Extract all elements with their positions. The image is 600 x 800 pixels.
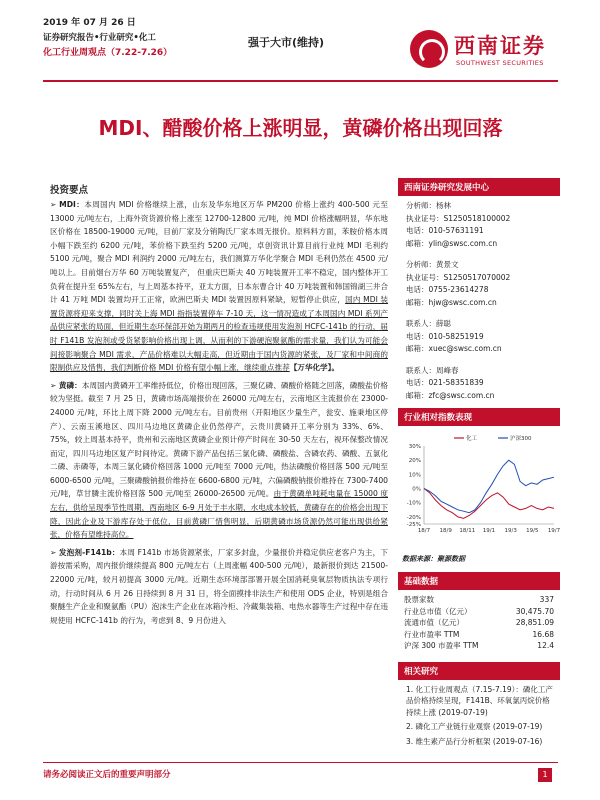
- legend-label: 化工: [466, 436, 478, 442]
- y-tick-label: -20%: [406, 514, 421, 521]
- paragraph-text: 本周 F141b 市场货源紧张，厂家多封盘，少量报价并稳定供应老客户为主，下游按需采购，周内报价继续提高 800 元/吨左右（上周涨幅 400-500 元/吨），最新报价到达 21500-22000 元/吨，较月初提高 3000 元/吨。近期生态环境部部署开展全国消耗臭氧层物质执法专项行动，行动时间从 6 月 26 日持续到 8 月 31 日，将全面摸排非法生产和使用 ODS 企业，特别是组合聚醚生产企业和聚氨酯（PU）泡沫生产企业在冰箱冷柜、冷藏集装箱、电热水器等生产过程中存在违规使用 HCFC-141b 的行为，考虑到 8、9 月份进入: [50, 547, 388, 625]
- basic-data-heading: 基础数据: [398, 572, 560, 590]
- y-tick-label: 0%: [412, 486, 421, 493]
- sidebar: [398, 178, 560, 750]
- analyst-list: [398, 196, 560, 402]
- analyst-reg: 执业证号：S1250517070002: [406, 272, 511, 282]
- table-row: 股票家数 337: [404, 595, 554, 604]
- analyst-name: 分析师：黄景文: [406, 260, 459, 269]
- paragraph-underlined: 由于黄磷单吨耗电量在 15000 度左右，供给呈现季节性周期，西南地区 6-9 月处于丰水期，水电成本较低，黄磷存在的价格会出现下降，因此企业及下游库存处于低位，目前黄磷厂惜售明显，后期黄磷市场货源仍然可能出现供给紧张，价格有望维持高位。: [50, 489, 388, 540]
- header-divider: [43, 80, 558, 82]
- header-meta: [43, 16, 243, 61]
- footer-divider: [43, 762, 558, 763]
- report-date: 2019 年 07 月 26 日: [43, 18, 136, 28]
- table-row: 行业市盈率 TTM 16.68: [404, 629, 554, 639]
- paragraph-phosphorus: [50, 379, 388, 542]
- contact-tel: 电话：021-58351839: [406, 378, 484, 387]
- legend-label: 沪深300: [510, 436, 532, 442]
- performance-chart: [398, 432, 560, 582]
- contact-mail[interactable]: 邮箱：xuec@swsc.com.cn: [406, 344, 502, 353]
- related-item[interactable]: 2. 磷化工产业链行业观察 (2019-07-19): [406, 722, 543, 731]
- logo-text-cn: 西南证券: [454, 33, 546, 58]
- analyst-mail[interactable]: 邮箱：ylin@swsc.com.cn: [406, 238, 498, 248]
- section-heading: 投资要点: [50, 185, 89, 196]
- paragraph-text: 本周国内 MDI 价格继续上涨，山东及华东地区万华 PM200 价格上涨约 400-500 元至 13000 元/吨左右，上海外资货源价格上涨至 12700-12800 元/吨，纯 MDI 价格涨幅明显，华东地区价格在 18500-19000 元/吨，目前厂家及分销陶氏厂家本周无报价。原料料方面，苯胺价格本周小幅下跌至约 6200 元/吨，苯价格下跌至约 5200 元/吨，卓创资讯计算目前行业纯 MDI 毛利约 5100 元/吨，聚合 MDI 利润约 2000 元/吨左右，我们测算万华化学聚合 MDI 毛利仍然在 4500 元/吨以上。目前烟台万华 60 万吨装置复产， 但重庆巴斯夫 40 万吨装置开工率不稳定，国内整体开工负荷在提升至 65%左右，与上周基本持平，亚太方面，日本东曹合计 40 万吨装置和韩国锦湖三井合计 41 万吨 MDI 装置均开工正常，欧洲巴斯夫 MDI 装置因原料紧缺，短暂停止供应，: [50, 200, 388, 305]
- team-heading: 西南证券研究发展中心: [398, 178, 560, 196]
- paragraph-label: 黄磷：: [58, 380, 82, 390]
- analyst-reg: 执业证号：S1250518100002: [406, 213, 511, 223]
- series-line-hs300: [424, 460, 554, 513]
- footer-disclaimer: 请务必阅读正文后的重要声明部分: [43, 770, 171, 780]
- rating-label: 强于大市(维持): [248, 36, 325, 49]
- contact-mail[interactable]: 邮箱：zfc@swsc.com.cn: [406, 390, 495, 400]
- x-tick-label: 18/11: [459, 528, 476, 534]
- chart-svg: [398, 432, 560, 552]
- bullet-icon: ➢: [50, 547, 59, 557]
- bullet-icon: ➢: [50, 380, 59, 390]
- paragraph-text: 本周国内黄磷开工率维持低位，价格出现回落，三聚亿磷、磷酸价格随之回落，磷酸盐价格较为坚挺。截至 7 月 25 日，黄磷市场高端报价在 26000 元/吨左右，云南地区主流报价在 23000-24000 元/吨，环比上周下降 2000 元/吨左右。目前贵州（开阳地区少量生产，瓮安、施秉地区停产）、云南玉溪地区、四川马边地区黄磷企业仍然停产，云贵川黄磷开工率分别为 33%、6%、75%，较上周基本持平，贵州和云南地区黄磷企业预计停产时间在 30-50 天左右，视环保整改情况而定，四川马边地区复产时间待定。黄磷下游产品包括三氯化磷、磷酸盐、含磷农药、磷酸、五氯化二磷、赤磷等，本周三氯化磷价格回落 1000 元/吨至 7000 元/吨，热法磷酸价格回落 500 元/吨至 6000-6500 元/吨，三聚磷酸钠报价维持在 6600-6800 元/吨，六偏磷酸钠报价维持在 7300-7400 元/吨，草甘膦主流价格回落 500 元/吨至 26000-26500 元/吨。: [50, 380, 388, 499]
- contact-name: 联系人：周峰春: [406, 365, 459, 375]
- related-list: [398, 680, 560, 748]
- x-tick-label: 19/5: [526, 528, 539, 534]
- page-number: 1: [538, 768, 552, 782]
- basic-data-table: [398, 594, 560, 652]
- paragraph-underlined: 国内 MDI 装置货源将迎来支撑，同时关上海 MDI 指指装置停车 7-10 天，这一情况造成了本周国内 MDI 系列产品供应紧张的局面，但近期生态环保部开始为期两月的检查违规使用发泡剂 HCFC-141b 的行动，届时 F141B 发泡剂或受货紧影响价格出现上调，从而利的下游硬泡聚氨酯的需求量，我们认为可能会间接影响聚合 MDI 需求，产品价格难以大幅走高，但近期由于国内货源的紧张，及厂家和中间商的限制供应及惜售，我们判断价格 MDI 价格有望小幅上涨，继续重点推荐: [50, 295, 389, 373]
- y-tick-label: -25%: [406, 522, 421, 528]
- y-tick-label: -10%: [406, 500, 421, 507]
- y-tick-label: 10%: [408, 472, 421, 479]
- x-tick-label: 19/7: [547, 528, 560, 534]
- related-heading: 相关研究: [398, 662, 560, 680]
- bullet-icon: ➢: [50, 200, 60, 209]
- body-text: [50, 198, 388, 631]
- paragraph-f141b: [50, 546, 388, 628]
- logo-text-en: SOUTHWEST SECURITIES: [456, 59, 544, 67]
- chart-source: 数据来源：聚源数据: [402, 555, 465, 563]
- y-tick-label: 20%: [408, 458, 421, 465]
- contact-tel: 电话：010-58251919: [406, 331, 484, 341]
- logo-mark-icon: [410, 30, 448, 68]
- x-tick-label: 19/3: [504, 528, 517, 534]
- related-item[interactable]: 3. 维生素产品行分析框架 (2019-07-16): [406, 736, 543, 746]
- report-column: 化工行业周观点（7.22-7.26）: [43, 48, 173, 58]
- analyst-tel: 电话：010-57631191: [406, 226, 484, 235]
- report-title: MDI、醋酸价格上涨明显，黄磷价格出现回落: [98, 116, 503, 140]
- x-tick-label: 19/1: [482, 528, 496, 534]
- analyst-mail[interactable]: 邮箱：hjw@swsc.com.cn: [406, 297, 497, 307]
- table-row: 流通市值（亿元） 28,851.09: [404, 618, 554, 627]
- table-row: 沪深 300 市盈率 TTM 12.4: [404, 641, 554, 650]
- analyst-tel: 电话：0755-23614278: [406, 285, 489, 294]
- paragraph-mdi: [50, 198, 388, 375]
- report-category: 证券研究报告•行业研究•化工: [43, 33, 156, 43]
- paragraph-label: MDI：: [59, 200, 85, 209]
- y-tick-label: 30%: [408, 444, 421, 450]
- x-tick-label: 18/9: [439, 528, 452, 534]
- x-tick-label: 18/7: [417, 528, 431, 534]
- table-row: 行业总市值（亿元） 30,475.70: [404, 606, 554, 616]
- paragraph-end: 【万华化学】。: [289, 363, 340, 373]
- company-logo: [410, 26, 560, 74]
- series-line-chemical: [424, 489, 554, 519]
- performance-heading: 行业相对指数表现: [398, 408, 560, 426]
- related-item[interactable]: 1. 化工行业周观点（7.15-7.19）：磷化工产品价格持续呈现，F141B、环氧氯丙烷价格持续上涨 (2019-07-19): [406, 684, 553, 717]
- contact-name: 联系人：薛聪: [406, 319, 451, 328]
- paragraph-label: 发泡剂-F141b：: [58, 547, 120, 557]
- analyst-name: 分析师：杨林: [406, 201, 451, 210]
